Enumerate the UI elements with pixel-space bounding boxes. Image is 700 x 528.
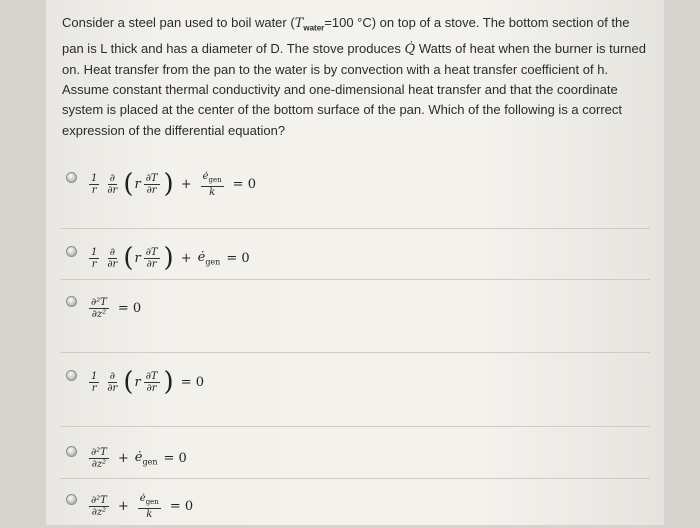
option-b[interactable] [64,240,634,280]
q-dot-symbol: Q̇ [404,41,416,57]
option-a[interactable] [64,166,634,206]
radio-button-d[interactable] [66,370,77,381]
option-f-equation: $\frac{\text{∂²T}}{\text{∂z²}}$ + $\frac{ė_{gen}}{k}$ = 0 [91,492,194,520]
radio-button-e[interactable] [66,446,77,457]
divider [60,426,650,427]
radio-button-f[interactable] [66,494,77,505]
option-c-equation: $\frac{\text{∂²T}}{\text{∂z²}}$ = 0 [91,296,142,320]
option-a-equation: $\frac{1}{r}$ $\frac{\partial}{\partial r}$ ( r $\frac{\partial T}{\partial r}$ ) + $\frac{ė_{gen}}{k}$ = 0 [91,169,256,199]
option-f[interactable] [64,488,634,528]
divider [60,228,650,229]
option-d[interactable] [64,364,634,404]
option-d-equation: $\frac{1}{r}$ $\frac{\partial}{\partial r}$ ( r $\frac{\partial T}{\partial r}$ ) = 0 [91,367,204,397]
option-e-equation: $\frac{\text{∂²T}}{\text{∂z²}}$ + $ė_{gen}$ = 0 [91,446,187,470]
radio-button-a[interactable] [66,172,77,183]
option-e[interactable] [64,440,634,480]
divider [60,279,650,280]
option-b-equation: $\frac{1}{r}$ $\frac{\partial}{\partial r}$ ( r $\frac{\partial T}{\partial r}$ ) + $ė_{gen}$ = 0 [91,243,250,273]
question-text: Consider a steel pan used to boil water ($T_{water}=100$ °C) on top of a stove. The bottom section of the pan is L thick and has a diameter of D. The stove produces Q̇ Watts of heat when the burner is turned on. Heat transfer from the pan to the water is by convection with a heat transfer coefficient of h. Assume constant thermal conductivity and one-dimensional heat transfer and that the coordinate system is placed at the center of the bottom surface of the pan. Which of the following is a correct expression of the differential equation? [62,15,646,138]
radio-button-b[interactable] [66,246,77,257]
divider [60,352,650,353]
radio-button-c[interactable] [66,296,77,307]
divider [60,478,650,479]
option-c[interactable] [64,290,634,330]
